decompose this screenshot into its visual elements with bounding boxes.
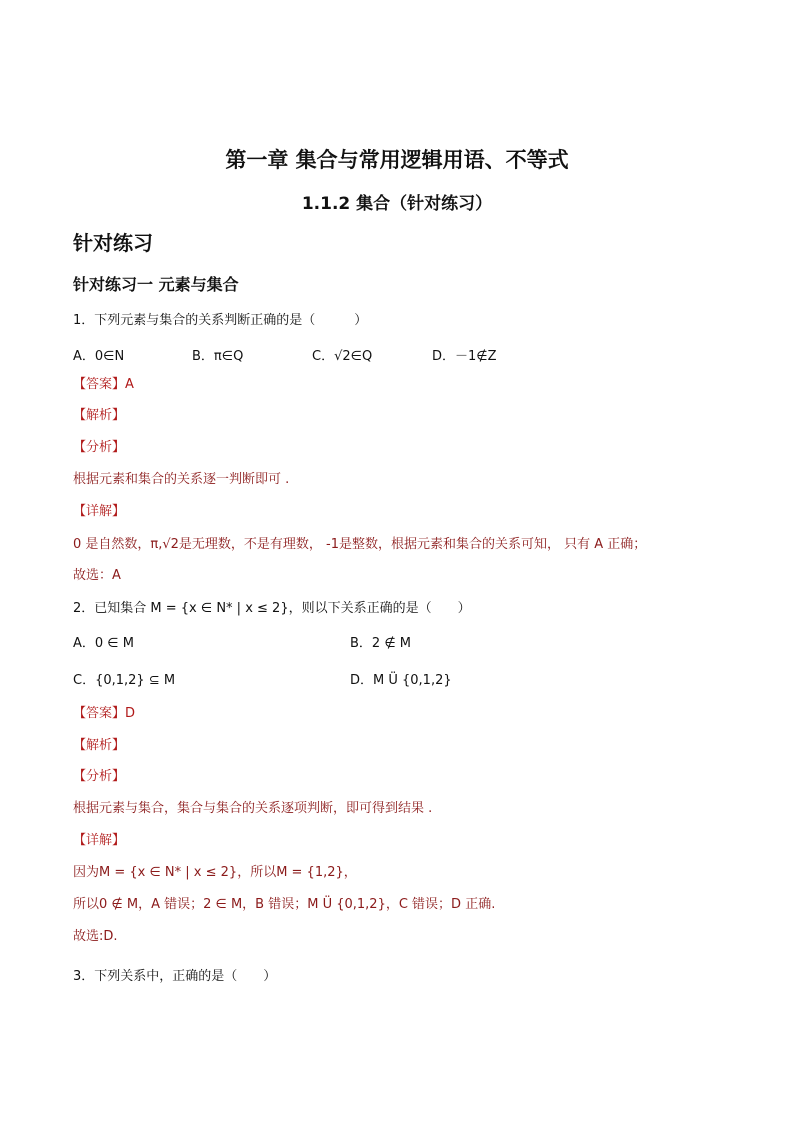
q1-option-c: C．√2∈Q xyxy=(312,349,373,364)
answer-label: 【答案】 xyxy=(73,377,126,392)
q2-option-d: D．M Ü {0,1,2} xyxy=(350,673,452,688)
answer-value: D xyxy=(125,706,136,721)
subsection-heading: 针对练习一 元素与集合 xyxy=(73,275,239,294)
detail-label: 【详解】 xyxy=(73,504,126,519)
detail-label: 【详解】 xyxy=(73,833,126,848)
q1-fenxi: 根据元素和集合的关系逐一判断即可 . xyxy=(73,472,290,487)
q3-stem: 3．下列关系中，正确的是（ ） xyxy=(73,969,277,984)
q2-option-c: C．{0,1,2} ⊆ M xyxy=(73,673,176,688)
q2-detail-1: 因为M = {x ∈ N* | x ≤ 2}，所以M = {1,2}， xyxy=(73,865,357,880)
q1-option-b: B．π∈Q xyxy=(192,349,244,364)
fenxi-label: 【分析】 xyxy=(73,769,126,784)
q1-stem: 1．下列元素与集合的关系判断正确的是（ ） xyxy=(73,313,368,328)
answer-label: 【答案】 xyxy=(73,706,126,721)
q1-detail: 0 是自然数，π,√2是无理数，不是有理数， -1是整数，根据元素和集合的关系可知， 只有 A 正确； xyxy=(73,537,647,552)
analysis-label: 【解析】 xyxy=(73,738,126,753)
q2-answer xyxy=(73,705,135,723)
q1-option-d: D．－1∉Z xyxy=(432,349,497,364)
q1-option-a: A．0∈N xyxy=(73,349,125,364)
fenxi-label: 【分析】 xyxy=(73,440,126,455)
q2-choose: 故选:D. xyxy=(73,929,118,944)
q2-fenxi: 根据元素与集合，集合与集合的关系逐项判断，即可得到结果 . xyxy=(73,801,433,816)
q1-choose: 故选：A xyxy=(73,568,121,583)
page-subtitle: 1.1.2 集合（针对练习） xyxy=(301,194,493,214)
analysis-label: 【解析】 xyxy=(73,408,126,423)
section-heading: 针对练习 xyxy=(73,231,153,255)
q2-option-a: A．0 ∈ M xyxy=(73,636,134,651)
q1-answer xyxy=(73,376,134,394)
q2-option-b: B．2 ∉ M xyxy=(350,636,411,651)
q2-stem: 2．已知集合 M = {x ∈ N* | x ≤ 2}，则以下关系正确的是（ ） xyxy=(73,601,471,616)
page-title: 第一章 集合与常用逻辑用语、不等式 xyxy=(225,148,569,172)
answer-value: A xyxy=(125,377,134,392)
q2-detail-2: 所以0 ∉ M，A 错误；2 ∈ M，B 错误；M Ü {0,1,2}，C 错误；D 正确. xyxy=(73,897,496,912)
